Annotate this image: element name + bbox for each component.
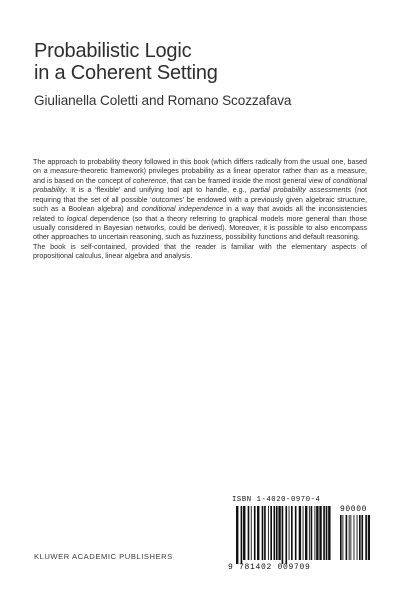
blurb-text: The approach to probability theory followed in this book (which differs radically from the usual one, based on a measure-theoretic framework) privileges probability as a linear operator rather than as a measure, and is based on the concept of <box>33 158 367 185</box>
barcode-bar <box>243 506 245 560</box>
barcode-bar <box>278 506 280 560</box>
blurb-emphasis: conditional probability <box>33 176 368 195</box>
barcode-bar <box>270 506 272 560</box>
barcode-bar <box>236 506 238 564</box>
isbn-label: ISBN 1-4020-0970-4 <box>232 496 321 504</box>
barcode-bar <box>257 506 259 560</box>
blurb-paragraph-1 <box>33 158 367 243</box>
book-title <box>34 40 354 84</box>
barcode-bar <box>295 506 297 560</box>
barcode-bar <box>299 506 301 560</box>
barcode-bar <box>264 506 266 560</box>
barcode-bar <box>303 506 304 560</box>
title-line-2: in a Coherent Setting <box>34 62 218 84</box>
barcode-bar <box>289 506 290 560</box>
barcode-bar <box>262 506 264 560</box>
blurb-text: in a way that avoids all the inconsistencies related to <box>33 205 367 223</box>
barcode-bar <box>248 506 250 560</box>
barcode-bar <box>291 506 293 560</box>
price-addon-barcode <box>340 515 370 560</box>
barcode-bar <box>342 515 343 560</box>
publisher-name: KLUWER ACADEMIC PUBLISHERS <box>34 552 173 561</box>
barcode-bar <box>241 506 243 564</box>
blurb-emphasis: coherence <box>132 176 167 185</box>
blurb-emphasis: conditional independence <box>141 205 224 214</box>
barcode-bar <box>328 506 330 560</box>
barcode-bar <box>274 506 276 560</box>
barcode-bar <box>357 515 358 560</box>
barcode-bar <box>349 515 350 560</box>
blurb <box>33 158 367 262</box>
price-code: 90000 <box>340 505 368 514</box>
book-authors: Giulianella Coletti and Romano Scozzafava <box>34 93 292 108</box>
barcode-bar <box>251 506 252 560</box>
barcode-bar <box>316 506 318 560</box>
blurb-paragraph-2: The book is self-contained, provided that the reader is familiar with the elementary aspects of propositional calculus, linear algebra and analysis. <box>33 242 367 261</box>
barcode-bar <box>309 506 310 560</box>
barcode-bar <box>268 506 269 560</box>
blurb-text: , that can be framed inside the most general view of <box>166 176 333 185</box>
ean-number: 9 781402 009709 <box>228 563 311 572</box>
blurb-text: dependence (so that a theory referring to graphical models more general than those usually considered in Bayesian networks, could be derived). Moreover, it is possible to also encompass other approaches to uncertain reasoning, such as fuzziness, possibility functions and default reasoning. <box>33 214 367 242</box>
barcode-bar <box>365 515 367 560</box>
barcode-block <box>228 493 373 574</box>
barcode-bar <box>359 515 361 560</box>
barcode-bar <box>276 506 278 560</box>
barcode-bar <box>340 515 342 560</box>
barcode-bar <box>361 515 363 560</box>
barcode-bar <box>346 515 348 560</box>
barcode-bar <box>311 506 313 560</box>
ean-barcode <box>236 506 331 564</box>
barcode-bar <box>305 506 307 560</box>
barcode-bar <box>350 515 351 560</box>
blurb-emphasis: partial probability assessments <box>250 186 352 195</box>
blurb-text: . It is a ‘flexible’ and unifying tool apt to handle, e.g., <box>65 186 251 195</box>
barcode-bar <box>314 506 315 560</box>
barcode-bar <box>354 515 355 560</box>
barcode-bar <box>254 506 256 560</box>
barcode-bar <box>326 506 328 560</box>
barcode-bar <box>285 506 287 564</box>
barcode-bar <box>282 506 284 564</box>
barcode-bar <box>323 506 325 560</box>
barcode-bar <box>368 515 370 560</box>
title-line-1: Probabilistic Logic <box>34 40 192 62</box>
blurb-text: (not requiring that the set of all possible ‘outcomes’ be endowed with a previously given algebraic structure, such as a Boolean algebra) and <box>33 186 367 214</box>
blurb-emphasis: logical <box>66 214 88 223</box>
barcode-bar <box>319 506 321 560</box>
